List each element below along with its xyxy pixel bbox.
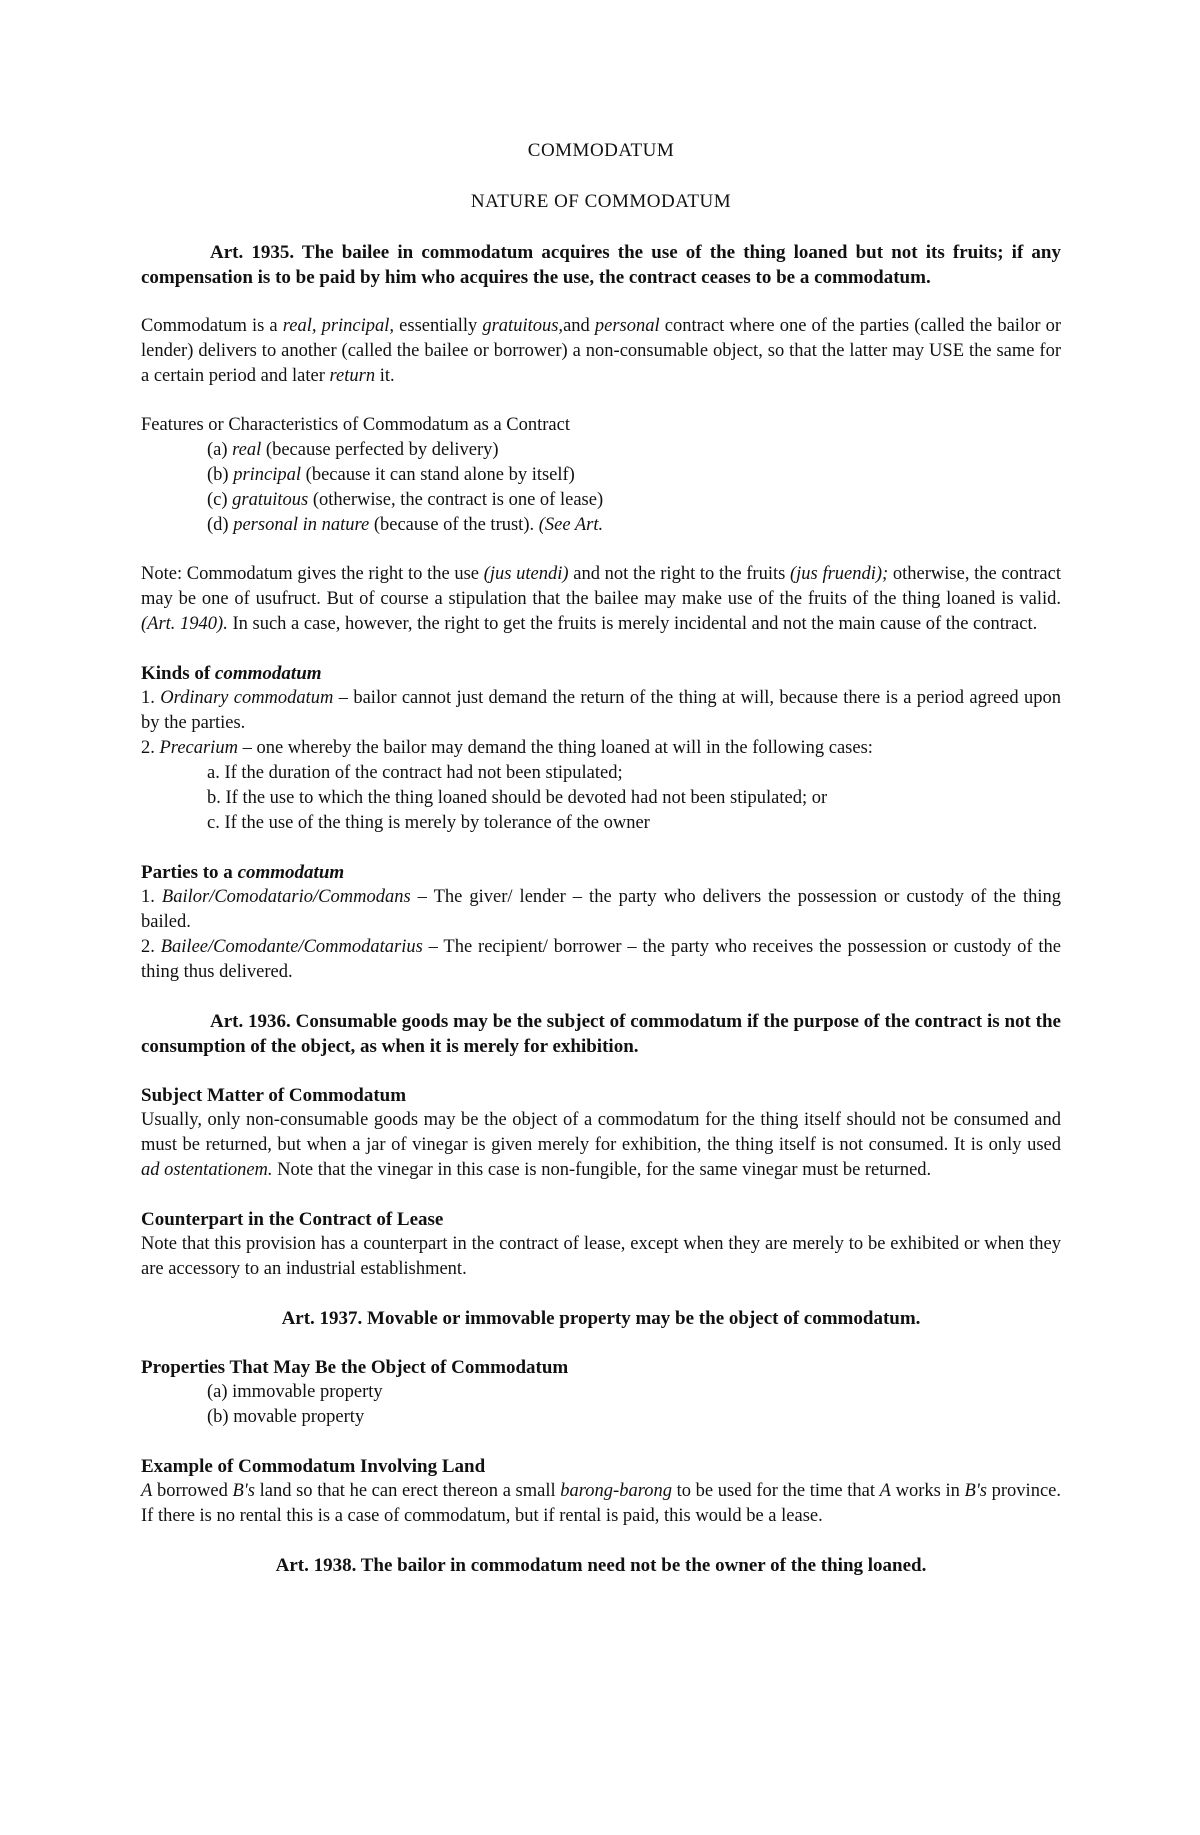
list-item bbox=[207, 488, 1061, 513]
list-item: a. If the duration of the contract had not been stipulated; bbox=[207, 763, 623, 783]
list-item: c. If the use of the thing is merely by tolerance of the owner bbox=[207, 813, 650, 833]
list-item: (a) immovable property bbox=[207, 1382, 383, 1402]
note-jus-utendi: (jus utendi) bbox=[483, 564, 569, 584]
document-page bbox=[141, 138, 1061, 1602]
properties-heading: Properties That May Be the Object of Commodatum bbox=[141, 1357, 569, 1378]
definition-text-2: essentially bbox=[394, 316, 483, 336]
item-term: real bbox=[232, 440, 262, 460]
parties-item-1 bbox=[141, 885, 1061, 935]
note-text-3: otherwise, the contract may be one of usufruct. But of course a stipulation that the bailee may make use of the fruits of the thing loaned is valid. bbox=[141, 564, 1061, 609]
properties-list bbox=[141, 1380, 1061, 1430]
definition-paragraph bbox=[141, 314, 1061, 389]
kinds-item-1 bbox=[141, 686, 1061, 736]
list-item: (b) movable property bbox=[207, 1407, 365, 1427]
item-rest: – bailor cannot just demand the return of the thing at will, because there is a period agreed upon by the parties. bbox=[141, 688, 1062, 733]
item-number: 2. bbox=[141, 937, 161, 957]
parties-item-2 bbox=[141, 935, 1061, 985]
counterpart-text: Note that this provision has a counterpart in the contract of lease, except when they are merely to be exhibited or when they are accessory to an industrial establishment. bbox=[141, 1234, 1061, 1279]
item-rest: (otherwise, the contract is one of lease) bbox=[308, 490, 604, 510]
item-rest: (because it can stand alone by itself) bbox=[301, 465, 575, 485]
list-item: b. If the use to which the thing loaned should be devoted had not been stipulated; or bbox=[207, 788, 828, 808]
article-1938: Art. 1938. The bailor in commodatum need not be the owner of the thing loaned. bbox=[275, 1555, 927, 1576]
subject-ad-ostentationem: ad ostentationem. bbox=[141, 1160, 273, 1180]
definition-return: return bbox=[329, 366, 376, 386]
example-text-1: borrowed bbox=[152, 1481, 233, 1501]
example-party-b: B's bbox=[964, 1481, 987, 1501]
item-number: 1. bbox=[141, 688, 161, 708]
item-tail: (See Art. bbox=[538, 515, 604, 535]
example-heading: Example of Commodatum Involving Land bbox=[141, 1456, 486, 1477]
item-term: Ordinary commodatum bbox=[160, 688, 334, 708]
article-1935: Art. 1935. The bailee in commodatum acquires the use of the thing loaned but not its fruits; if any compensation is to be paid by him who acquires the use, the contract ceases to be a commodatum. bbox=[141, 242, 1061, 288]
article-1936: Art. 1936. Consumable goods may be the subject of commodatum if the purpose of the contract is not the consumption of the object, as when it is merely for exhibition. bbox=[141, 1011, 1061, 1057]
example-text-3: to be used for the time that bbox=[671, 1481, 880, 1501]
item-prefix: (a) bbox=[207, 440, 233, 460]
list-item bbox=[207, 513, 1061, 538]
item-prefix: (b) bbox=[207, 465, 234, 485]
subject-matter-text bbox=[141, 1108, 1061, 1183]
item-rest: (because perfected by delivery) bbox=[261, 440, 499, 460]
kinds-heading-text: Kinds of bbox=[141, 663, 215, 684]
note-jus-fruendi: (jus fruendi); bbox=[790, 564, 889, 584]
definition-real: real, principal, bbox=[282, 316, 395, 336]
example-text-2: land so that he can erect thereon a small bbox=[254, 1481, 561, 1501]
kinds-section bbox=[141, 661, 1061, 836]
counterpart-section bbox=[141, 1207, 1061, 1282]
definition-gratuitous: gratuitous, bbox=[482, 316, 564, 336]
item-number: 2. bbox=[141, 738, 160, 758]
parties-section bbox=[141, 860, 1061, 985]
item-term: personal in nature bbox=[233, 515, 370, 535]
counterpart-heading: Counterpart in the Contract of Lease bbox=[141, 1209, 444, 1230]
features-list bbox=[141, 438, 1061, 538]
note-paragraph bbox=[141, 562, 1061, 637]
example-text bbox=[141, 1479, 1061, 1529]
item-term: gratuitous bbox=[232, 490, 309, 510]
kinds-heading bbox=[141, 661, 1061, 686]
example-party-a: A bbox=[141, 1481, 153, 1501]
item-rest: – The giver/ lender – the party who delivers the possession or custody of the thing bailed. bbox=[141, 887, 1062, 932]
parties-heading-italic: commodatum bbox=[237, 862, 345, 883]
kinds-item-2 bbox=[141, 736, 1061, 761]
example-barong-barong: barong-barong bbox=[560, 1481, 672, 1501]
properties-section bbox=[141, 1355, 1061, 1430]
features-section bbox=[141, 413, 1061, 538]
document-subtitle: NATURE OF COMMODATUM bbox=[470, 191, 732, 212]
note-art-1940: (Art. 1940). bbox=[141, 614, 228, 634]
list-item bbox=[207, 438, 1061, 463]
note-text-4: In such a case, however, the right to get the fruits is merely incidental and not the main cause of the contract. bbox=[227, 614, 1038, 634]
article-1937: Art. 1937. Movable or immovable property may be the object of commodatum. bbox=[281, 1308, 921, 1329]
parties-heading bbox=[141, 860, 1061, 885]
example-section bbox=[141, 1454, 1061, 1529]
item-rest: – The recipient/ borrower – the party who receives the possession or custody of the thing thus delivered. bbox=[141, 937, 1062, 982]
definition-text-5: it. bbox=[375, 366, 395, 386]
list-item bbox=[207, 463, 1061, 488]
precarium-cases-list bbox=[141, 761, 1061, 836]
item-rest: – one whereby the bailor may demand the thing loaned at will in the following cases: bbox=[237, 738, 873, 758]
subject-text-2: Note that the vinegar in this case is non-fungible, for the same vinegar must be returned. bbox=[272, 1160, 932, 1180]
item-term: principal bbox=[233, 465, 302, 485]
parties-heading-text: Parties to a bbox=[141, 862, 238, 883]
item-term: Bailee/Comodante/Commodatarius bbox=[160, 937, 423, 957]
example-text-4: works in bbox=[890, 1481, 965, 1501]
kinds-heading-italic: commodatum bbox=[214, 663, 322, 684]
definition-personal: personal bbox=[594, 316, 660, 336]
features-heading: Features or Characteristics of Commodatum as a Contract bbox=[141, 415, 570, 435]
definition-text-1: Commodatum is a bbox=[141, 316, 283, 336]
example-party-b: B's bbox=[232, 1481, 255, 1501]
subject-matter-section bbox=[141, 1083, 1061, 1183]
subject-text-1: Usually, only non-consumable goods may be the object of a commodatum for the thing itself should not be consumed and must be returned, but when a jar of vinegar is given merely for exhibition, the thing itself is not consumed. It is only used bbox=[141, 1110, 1061, 1155]
item-prefix: (c) bbox=[207, 490, 233, 510]
item-number: 1. bbox=[141, 887, 162, 907]
example-party-a: A bbox=[879, 1481, 891, 1501]
item-term: Precarium bbox=[159, 738, 238, 758]
definition-text-4: contract where one of the parties (called the bailor or lender) delivers to another (called the bailee or borrower) a non-consumable object, so that the latter may USE the same for a certain period and later bbox=[141, 316, 1061, 386]
note-text-2: and not the right to the fruits bbox=[568, 564, 790, 584]
document-title: COMMODATUM bbox=[527, 140, 675, 161]
subject-matter-heading: Subject Matter of Commodatum bbox=[141, 1085, 407, 1106]
definition-text-3: and bbox=[563, 316, 595, 336]
note-text-1: Note: Commodatum gives the right to the use bbox=[141, 564, 484, 584]
item-prefix: (d) bbox=[207, 515, 234, 535]
example-text-5: province. If there is no rental this is a case of commodatum, but if rental is paid, this would be a lease. bbox=[141, 1481, 1061, 1526]
item-rest: (because of the trust). bbox=[369, 515, 539, 535]
item-term: Bailor/Comodatario/Commodans bbox=[161, 887, 411, 907]
